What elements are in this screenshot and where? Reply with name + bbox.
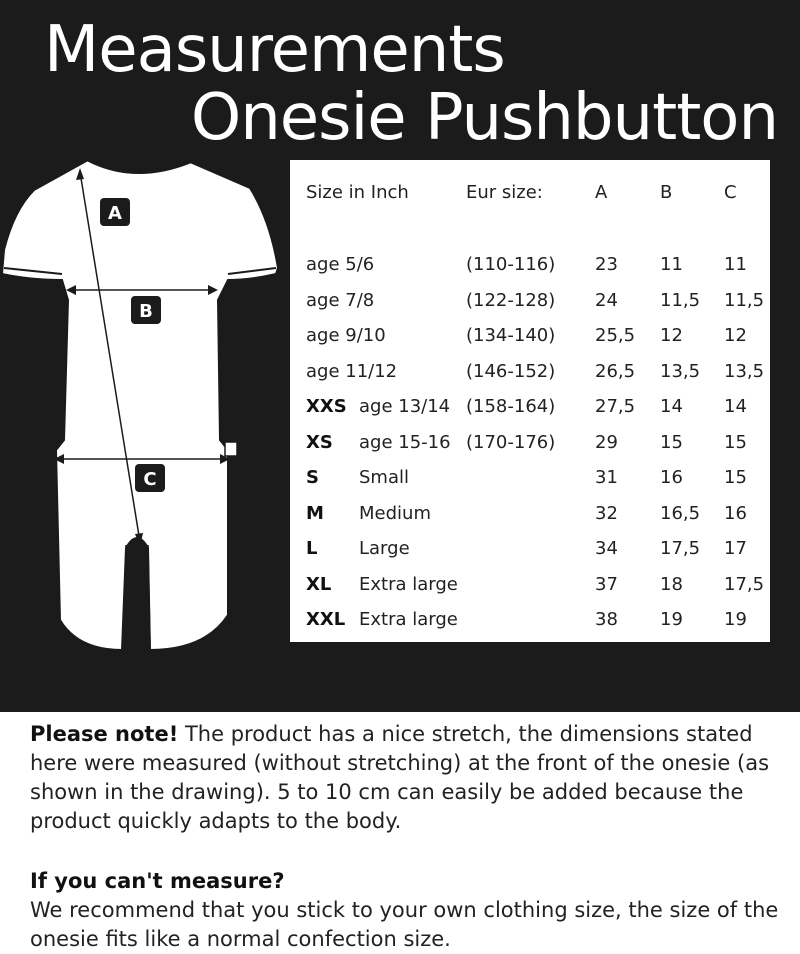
size-cell: XXS (306, 396, 347, 417)
side-tab (225, 442, 237, 456)
figure-label-c: C (143, 469, 157, 490)
measure-a-cell: 32 (595, 502, 618, 524)
measure-b-cell: 16 (660, 467, 683, 488)
measure-a-cell: 29 (595, 431, 618, 453)
table-row (290, 286, 770, 316)
onesie-body (2, 160, 278, 650)
eur-size-cell: (134-140) (466, 325, 556, 346)
size-cell: S (306, 467, 319, 488)
size-cell: age 5/6 (306, 254, 375, 275)
size-cell: M (306, 502, 324, 524)
measure-b-cell: 11 (660, 254, 683, 275)
header-c: C (724, 182, 737, 203)
measure-a-cell: 38 (595, 609, 618, 630)
measure-b-cell: 11,5 (660, 289, 701, 311)
size-cell: age 9/10 (306, 325, 386, 346)
measure-b-cell: 16,5 (660, 502, 701, 524)
size-cell: age 7/8 (306, 289, 375, 311)
eur-size-cell: (122-128) (466, 289, 556, 311)
subsize-cell: Extra large (359, 573, 458, 595)
measure-b-cell: 18 (660, 573, 683, 595)
figure-label-a: A (108, 203, 122, 224)
question-section (30, 867, 790, 954)
question-body: We recommend that you stick to your own clothing size, the size of the onesie fits like a normal confection size. (30, 898, 779, 951)
size-cell: XS (306, 431, 333, 453)
table-header-row (290, 178, 770, 208)
measure-a-cell: 25,5 (595, 325, 636, 346)
measure-b-cell: 12 (660, 325, 683, 346)
measure-c-cell: 17 (724, 538, 747, 559)
subsize-cell: age 15-16 (359, 431, 451, 453)
table-row (290, 499, 770, 529)
table-row (290, 605, 770, 635)
header-eur: Eur size: (466, 182, 543, 203)
label-a-badge (100, 198, 130, 226)
note-heading: Please note! (30, 722, 179, 746)
eur-size-cell: (158-164) (466, 396, 556, 417)
size-cell: XL (306, 573, 332, 595)
header-b: B (660, 182, 673, 203)
table-row (290, 357, 770, 387)
table-row (290, 392, 770, 422)
title-line-1: Measurements (44, 13, 505, 87)
table-row (290, 534, 770, 564)
subsize-cell: age 13/14 (359, 396, 451, 417)
figure-label-b: B (139, 301, 153, 322)
measure-a-cell: 26,5 (595, 360, 636, 382)
table-row (290, 570, 770, 600)
measure-c-cell: 13,5 (724, 360, 765, 382)
measure-c-cell: 19 (724, 609, 747, 630)
measure-c-cell: 15 (724, 431, 747, 453)
header-a: A (595, 182, 608, 203)
measure-b-cell: 15 (660, 431, 683, 453)
measure-c-cell: 15 (724, 467, 747, 488)
size-cell: L (306, 538, 318, 559)
eur-size-cell: (170-176) (466, 431, 556, 453)
onesie-illustration (0, 150, 290, 670)
measure-b-cell: 14 (660, 396, 683, 417)
eur-size-cell: (110-116) (466, 254, 556, 275)
label-b-badge (131, 296, 161, 324)
measure-c-cell: 12 (724, 325, 747, 346)
subsize-cell: Extra large (359, 609, 458, 630)
table-row (290, 463, 770, 493)
header-size: Size in Inch (306, 182, 409, 203)
measure-a-cell: 37 (595, 573, 618, 595)
table-row (290, 250, 770, 280)
table-row (290, 428, 770, 458)
size-cell: XXL (306, 609, 346, 630)
measure-a-cell: 24 (595, 289, 618, 311)
measure-a-cell: 23 (595, 254, 618, 275)
question-heading: If you can't measure? (30, 869, 285, 893)
subsize-cell: Large (359, 538, 410, 559)
note-paragraph (30, 720, 790, 836)
measure-a-cell: 34 (595, 538, 618, 559)
measure-a-cell: 31 (595, 467, 618, 488)
measure-a-cell: 27,5 (595, 396, 636, 417)
subsize-cell: Medium (359, 502, 431, 524)
size-table (290, 160, 770, 642)
measure-c-cell: 11,5 (724, 289, 765, 311)
subsize-cell: Small (359, 467, 409, 488)
size-cell: age 11/12 (306, 360, 398, 382)
measure-c-cell: 11 (724, 254, 747, 275)
eur-size-cell: (146-152) (466, 360, 556, 382)
title-line-2: Onesie Pushbutton (190, 81, 778, 155)
table-row (290, 321, 770, 351)
measure-c-cell: 17,5 (724, 573, 765, 595)
measure-c-cell: 14 (724, 396, 747, 417)
snap-buttons (126, 556, 149, 627)
measure-b-cell: 17,5 (660, 538, 701, 559)
label-c-badge (135, 464, 165, 492)
measure-b-cell: 13,5 (660, 360, 701, 382)
note-body: The product has a nice stretch, the dimensions stated here were measured (without stretching) at the front of the onesie (as shown in the drawing). 5 to 10 cm can easily be added because the product quickly adapts to the body. (30, 722, 770, 833)
measure-c-cell: 16 (724, 502, 747, 524)
measure-b-cell: 19 (660, 609, 683, 630)
